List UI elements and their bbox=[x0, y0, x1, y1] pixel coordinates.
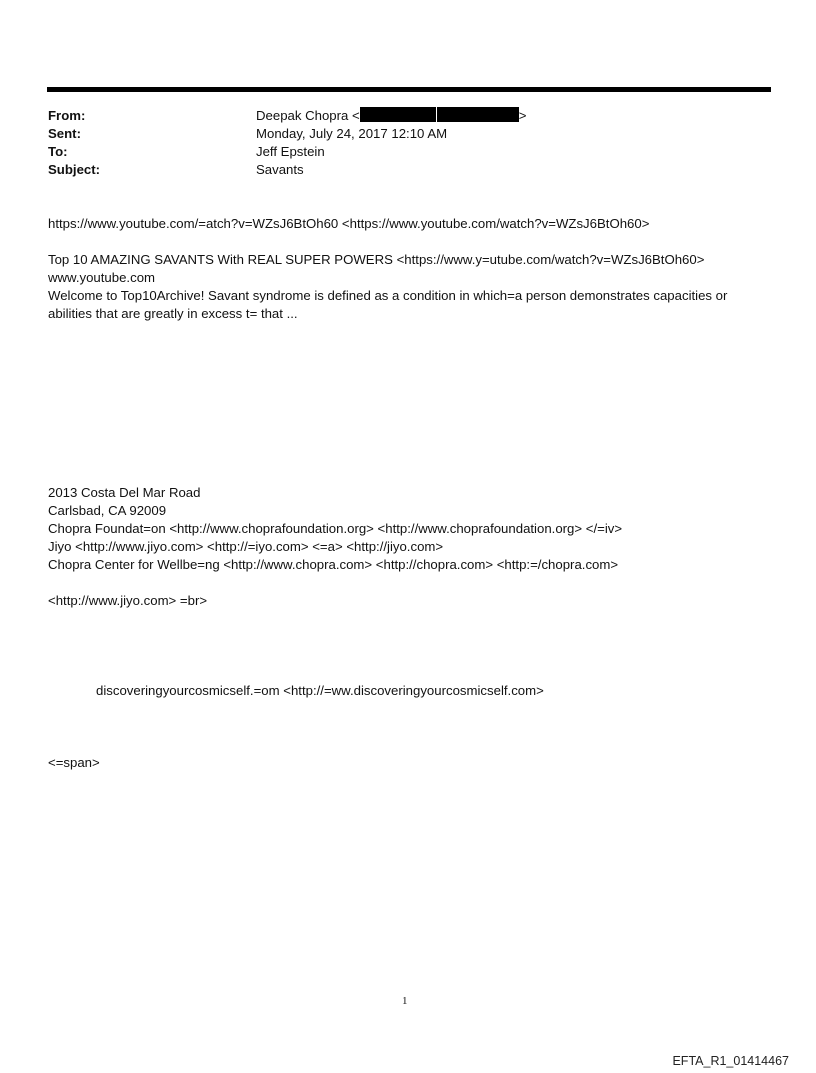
video-title-line: Top 10 AMAZING SAVANTS With REAL SUPER POWERS <https://www.y=utube.com/watch?v=WZsJ6BtOh60> bbox=[48, 252, 705, 267]
address-city: Carlsbad, CA 92009 bbox=[48, 503, 167, 518]
subject-value: Savants bbox=[256, 162, 304, 177]
jiyo-line: Jiyo <http://www.jiyo.com> <http://=iyo.com> <=a> <http://jiyo.com> bbox=[48, 539, 444, 554]
sent-value: Monday, July 24, 2017 12:10 AM bbox=[256, 126, 448, 141]
sent-label: Sent: bbox=[48, 126, 81, 141]
cosmic-self-line: discoveringyourcosmicself.=om <http://=ww.discoveringyourcosmicself.com> bbox=[96, 683, 544, 698]
to-label: To: bbox=[48, 144, 68, 159]
from-row bbox=[48, 107, 526, 125]
span-line: <=span> bbox=[48, 755, 100, 770]
chopra-center-line: Chopra Center for Wellbe=ng <http://www.chopra.com> <http://chopra.com> <http:=/chopra.com> bbox=[48, 557, 619, 572]
header-divider bbox=[47, 87, 771, 92]
from-end: > bbox=[518, 108, 527, 123]
from-name: Deepak Chopra < bbox=[256, 108, 360, 123]
video-site-line: www.youtube.com bbox=[48, 270, 156, 285]
sent-row bbox=[48, 125, 526, 143]
bates-number: EFTA_R1_01414467 bbox=[672, 1054, 789, 1068]
email-header bbox=[48, 107, 526, 179]
to-value: Jeff Epstein bbox=[256, 144, 325, 159]
jiyo-br-line: <http://www.jiyo.com> =br> bbox=[48, 593, 208, 608]
subject-label: Subject: bbox=[48, 162, 101, 177]
video-description: Welcome to Top10Archive! Savant syndrome is defined as a condition in which=a person demonstrates capacities or abilities that are greatly in excess t= that ... bbox=[48, 288, 728, 321]
from-value bbox=[256, 107, 526, 125]
youtube-link-line: https://www.youtube.com/=atch?v=WZsJ6BtOh60 <https://www.youtube.com/watch?v=WZsJ6BtOh60> bbox=[48, 216, 650, 231]
page-number: 1 bbox=[402, 995, 408, 1007]
redaction-box bbox=[360, 107, 436, 122]
from-label: From: bbox=[48, 108, 86, 123]
to-row bbox=[48, 143, 526, 161]
redaction-box bbox=[437, 107, 519, 122]
address-street: 2013 Costa Del Mar Road bbox=[48, 485, 201, 500]
foundation-line: Chopra Foundat=on <http://www.choprafoundation.org> <http://www.choprafoundation.org> </=iv> bbox=[48, 521, 623, 536]
subject-row bbox=[48, 161, 526, 179]
